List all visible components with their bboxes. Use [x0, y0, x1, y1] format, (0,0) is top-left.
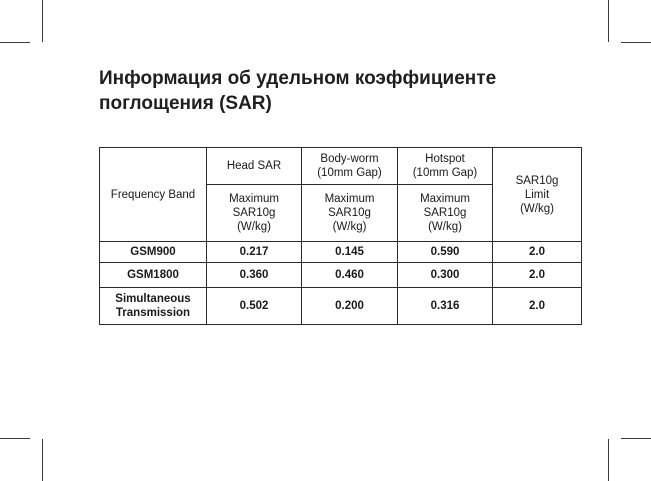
header-sar-limit: SAR10g Limit (W/kg): [493, 148, 582, 242]
limit-value: 2.0: [493, 288, 582, 325]
table-row: [100, 288, 582, 325]
crop-mark-top-left-vertical: [42, 0, 43, 42]
band-cell: GSM1800: [100, 263, 207, 288]
subheader-head-max: Maximum SAR10g (W/kg): [207, 185, 302, 242]
head-sar-value: 0.217: [207, 242, 302, 263]
page-title-line-1: Информация об удельном коэффициенте: [99, 68, 497, 89]
crop-mark-bottom-right-horizontal: [621, 438, 651, 439]
limit-value: 2.0: [493, 263, 582, 288]
crop-mark-bottom-left-vertical: [42, 439, 43, 481]
band-cell: Simultaneous Transmission: [100, 288, 207, 325]
header-body-worn: Body-worm (10mm Gap): [302, 148, 398, 185]
crop-mark-top-left-horizontal: [0, 42, 30, 43]
sar-table: [99, 147, 582, 325]
body-worn-value: 0.145: [302, 242, 398, 263]
hotspot-value: 0.300: [398, 263, 493, 288]
subheader-hotspot-max: Maximum SAR10g (W/kg): [398, 185, 493, 242]
crop-mark-top-right-horizontal: [621, 42, 651, 43]
table-row: [100, 242, 582, 263]
body-worn-value: 0.200: [302, 288, 398, 325]
page-title-line-2: поглощения (SAR): [99, 93, 272, 114]
subheader-body-max: Maximum SAR10g (W/kg): [302, 185, 398, 242]
limit-value: 2.0: [493, 242, 582, 263]
table-header-row: [100, 148, 582, 185]
head-sar-value: 0.502: [207, 288, 302, 325]
head-sar-value: 0.360: [207, 263, 302, 288]
header-hotspot: Hotspot (10mm Gap): [398, 148, 493, 185]
header-head-sar: Head SAR: [207, 148, 302, 185]
crop-mark-bottom-right-vertical: [608, 439, 609, 481]
page-title: [99, 66, 496, 116]
hotspot-value: 0.590: [398, 242, 493, 263]
band-cell: GSM900: [100, 242, 207, 263]
crop-mark-bottom-left-horizontal: [0, 438, 30, 439]
body-worn-value: 0.460: [302, 263, 398, 288]
hotspot-value: 0.316: [398, 288, 493, 325]
crop-mark-top-right-vertical: [608, 0, 609, 42]
table-row: [100, 263, 582, 288]
header-frequency-band: Frequency Band: [100, 148, 207, 242]
